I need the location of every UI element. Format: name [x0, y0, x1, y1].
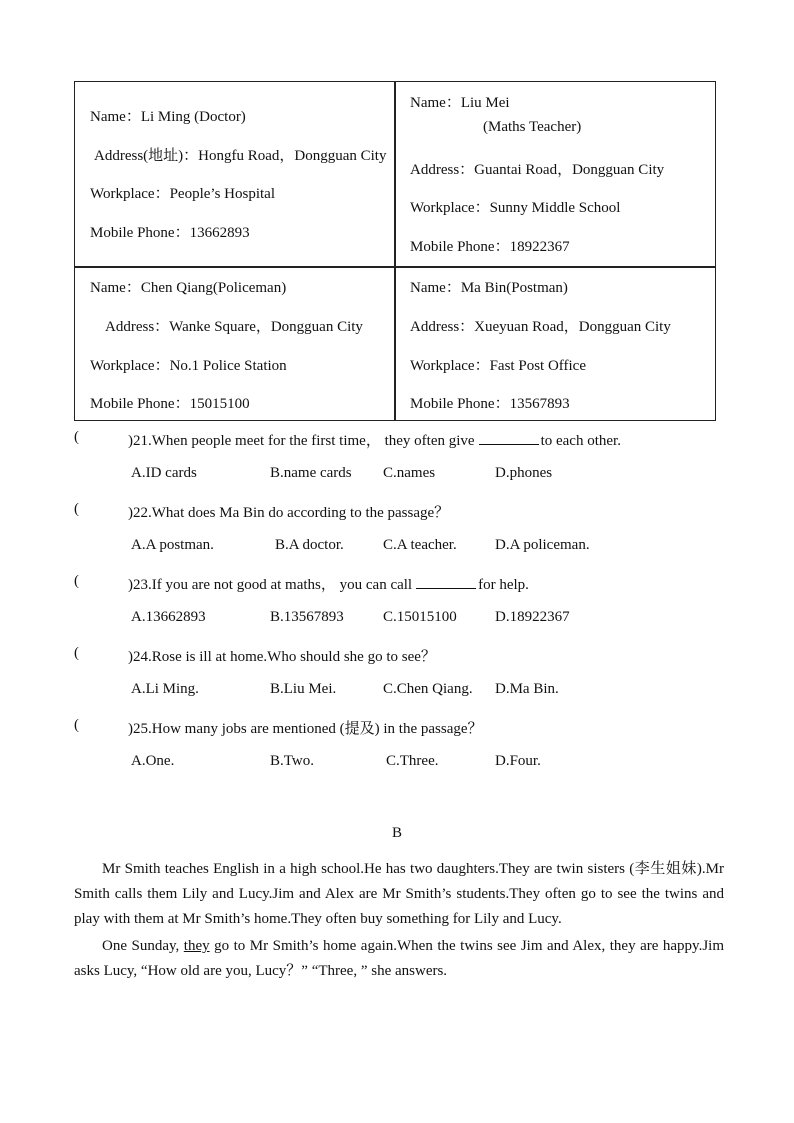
card-ma-bin — [395, 268, 715, 420]
card-role: (Maths Teacher) — [483, 119, 582, 135]
option-b[interactable]: B.Two. — [270, 753, 314, 769]
card-address: Wanke Square，Dongguan City — [169, 319, 363, 335]
passage-paragraph-1: Mr Smith teaches English in a high school.He has two daughters.They are twin sisters (李生姐妹).Mr Smith calls them Lily and Lucy.Jim and Alex are Mr Smith’s students.They often go to see the twins and play with them at Mr Smith’s home.They often buy something for Lily and Lucy. — [74, 861, 724, 927]
card-name: Liu Mei — [460, 95, 510, 111]
option-c[interactable]: C.15015100 — [383, 609, 457, 625]
workplace-label: Workplace： — [90, 358, 170, 374]
option-d[interactable]: D.Four. — [495, 753, 541, 769]
question-number: )25. — [128, 721, 152, 737]
answer-paren-open[interactable]: ( — [74, 717, 79, 733]
option-d[interactable]: D.18922367 — [495, 609, 570, 625]
name-label: Name： — [90, 109, 141, 125]
card-name-row — [410, 91, 510, 112]
card-workplace: People’s Hospital — [169, 186, 276, 202]
question-number: )22. — [128, 505, 152, 521]
answer-paren-open[interactable]: ( — [74, 573, 79, 589]
business-card-table — [74, 81, 716, 421]
card-name-row — [410, 276, 568, 297]
question-stem: What does Ma Bin do according to the passage？ — [151, 505, 450, 521]
card-workplace: Sunny Middle School — [489, 200, 621, 216]
paragraph-2-start: One Sunday, — [102, 938, 184, 954]
question-number: )21. — [128, 433, 152, 449]
card-chen-qiang — [75, 268, 394, 420]
card-address-row — [410, 315, 671, 336]
name-label: Name： — [410, 280, 461, 296]
workplace-label: Workplace： — [410, 358, 490, 374]
address-label: Address： — [410, 162, 475, 178]
card-workplace-row — [410, 354, 586, 375]
option-b[interactable]: B.Liu Mei. — [270, 681, 337, 697]
card-address: Xueyuan Road，Dongguan City — [474, 319, 671, 335]
name-label: Name： — [410, 95, 461, 111]
answer-blank[interactable] — [479, 430, 539, 445]
card-address-row — [105, 315, 363, 336]
workplace-label: Workplace： — [90, 186, 170, 202]
card-workplace-row — [90, 354, 287, 375]
option-b[interactable]: B.13567893 — [270, 609, 344, 625]
option-b[interactable]: B.A doctor. — [275, 537, 344, 553]
option-c[interactable]: C.Three. — [386, 753, 439, 769]
card-liu-mei — [395, 82, 715, 266]
answer-paren-open[interactable]: ( — [74, 429, 79, 445]
option-b[interactable]: B.name cards — [270, 465, 352, 481]
option-a[interactable]: A.A postman. — [131, 537, 214, 553]
card-phone: 13567893 — [509, 396, 570, 412]
card-workplace: Fast Post Office — [489, 358, 586, 374]
question-stem: How many jobs are mentioned (提及) in the passage？ — [151, 721, 483, 737]
question-stem-end: to each other. — [540, 433, 621, 449]
card-workplace-row — [410, 196, 620, 217]
passage-paragraph-2 — [74, 934, 724, 984]
card-phone-row — [410, 392, 570, 413]
option-d[interactable]: D.phones — [495, 465, 553, 481]
card-address-row — [410, 158, 664, 179]
card-workplace: No.1 Police Station — [169, 358, 287, 374]
address-label: Address(地址)： — [94, 148, 199, 164]
option-c[interactable]: C.names — [383, 465, 436, 481]
name-label: Name： — [90, 280, 141, 296]
option-a[interactable]: A.13662893 — [131, 609, 206, 625]
question-number: )23. — [128, 577, 152, 593]
answer-paren-open[interactable]: ( — [74, 645, 79, 661]
question-text — [128, 501, 449, 522]
card-name: Chen Qiang(Policeman) — [140, 280, 287, 296]
question-text — [128, 429, 621, 450]
question-stem: If you are not good at maths， you can call — [151, 577, 413, 593]
address-label: Address： — [410, 319, 475, 335]
option-a[interactable]: A.One. — [131, 753, 175, 769]
option-c[interactable]: C.Chen Qiang. — [383, 681, 473, 697]
phone-label: Mobile Phone： — [90, 225, 190, 241]
question-number: )24. — [128, 649, 152, 665]
card-phone-row — [90, 221, 250, 242]
question-text — [128, 717, 483, 738]
paragraph-2-rest: go to Mr Smith’s home again.When the twins see Jim and Alex, they are happy.Jim asks Lucy, “How old are you, Lucy？” “Three, ” she answers. — [74, 938, 724, 979]
card-phone: 18922367 — [509, 239, 570, 255]
section-b-heading: B — [391, 825, 402, 841]
question-stem: Rose is ill at home.Who should she go to see？ — [151, 649, 436, 665]
card-name-row — [90, 276, 286, 297]
question-text — [128, 573, 529, 594]
option-c[interactable]: C.A teacher. — [383, 537, 457, 553]
card-phone-row — [90, 392, 250, 413]
option-d[interactable]: D.Ma Bin. — [495, 681, 559, 697]
question-text — [128, 645, 436, 666]
card-workplace-row — [90, 182, 275, 203]
answer-paren-open[interactable]: ( — [74, 501, 79, 517]
answer-blank[interactable] — [416, 574, 476, 589]
card-address: Hongfu Road，Dongguan City — [198, 148, 387, 164]
card-phone: 15015100 — [189, 396, 250, 412]
card-phone: 13662893 — [189, 225, 250, 241]
card-phone-row — [410, 235, 570, 256]
card-name: Li Ming (Doctor) — [140, 109, 246, 125]
card-name-row — [90, 105, 246, 126]
phone-label: Mobile Phone： — [90, 396, 190, 412]
card-name: Ma Bin(Postman) — [460, 280, 568, 296]
option-a[interactable]: A.Li Ming. — [131, 681, 199, 697]
underlined-word-they: they — [183, 938, 210, 954]
question-stem-end: for help. — [478, 577, 529, 593]
question-stem: When people meet for the first time， they often give — [151, 433, 475, 449]
phone-label: Mobile Phone： — [410, 239, 510, 255]
card-address-row — [94, 144, 386, 165]
option-d[interactable]: D.A policeman. — [495, 537, 590, 553]
workplace-label: Workplace： — [410, 200, 490, 216]
option-a[interactable]: A.ID cards — [131, 465, 197, 481]
phone-label: Mobile Phone： — [410, 396, 510, 412]
card-address: Guantai Road，Dongguan City — [474, 162, 665, 178]
address-label: Address： — [105, 319, 170, 335]
card-li-ming — [75, 82, 394, 266]
